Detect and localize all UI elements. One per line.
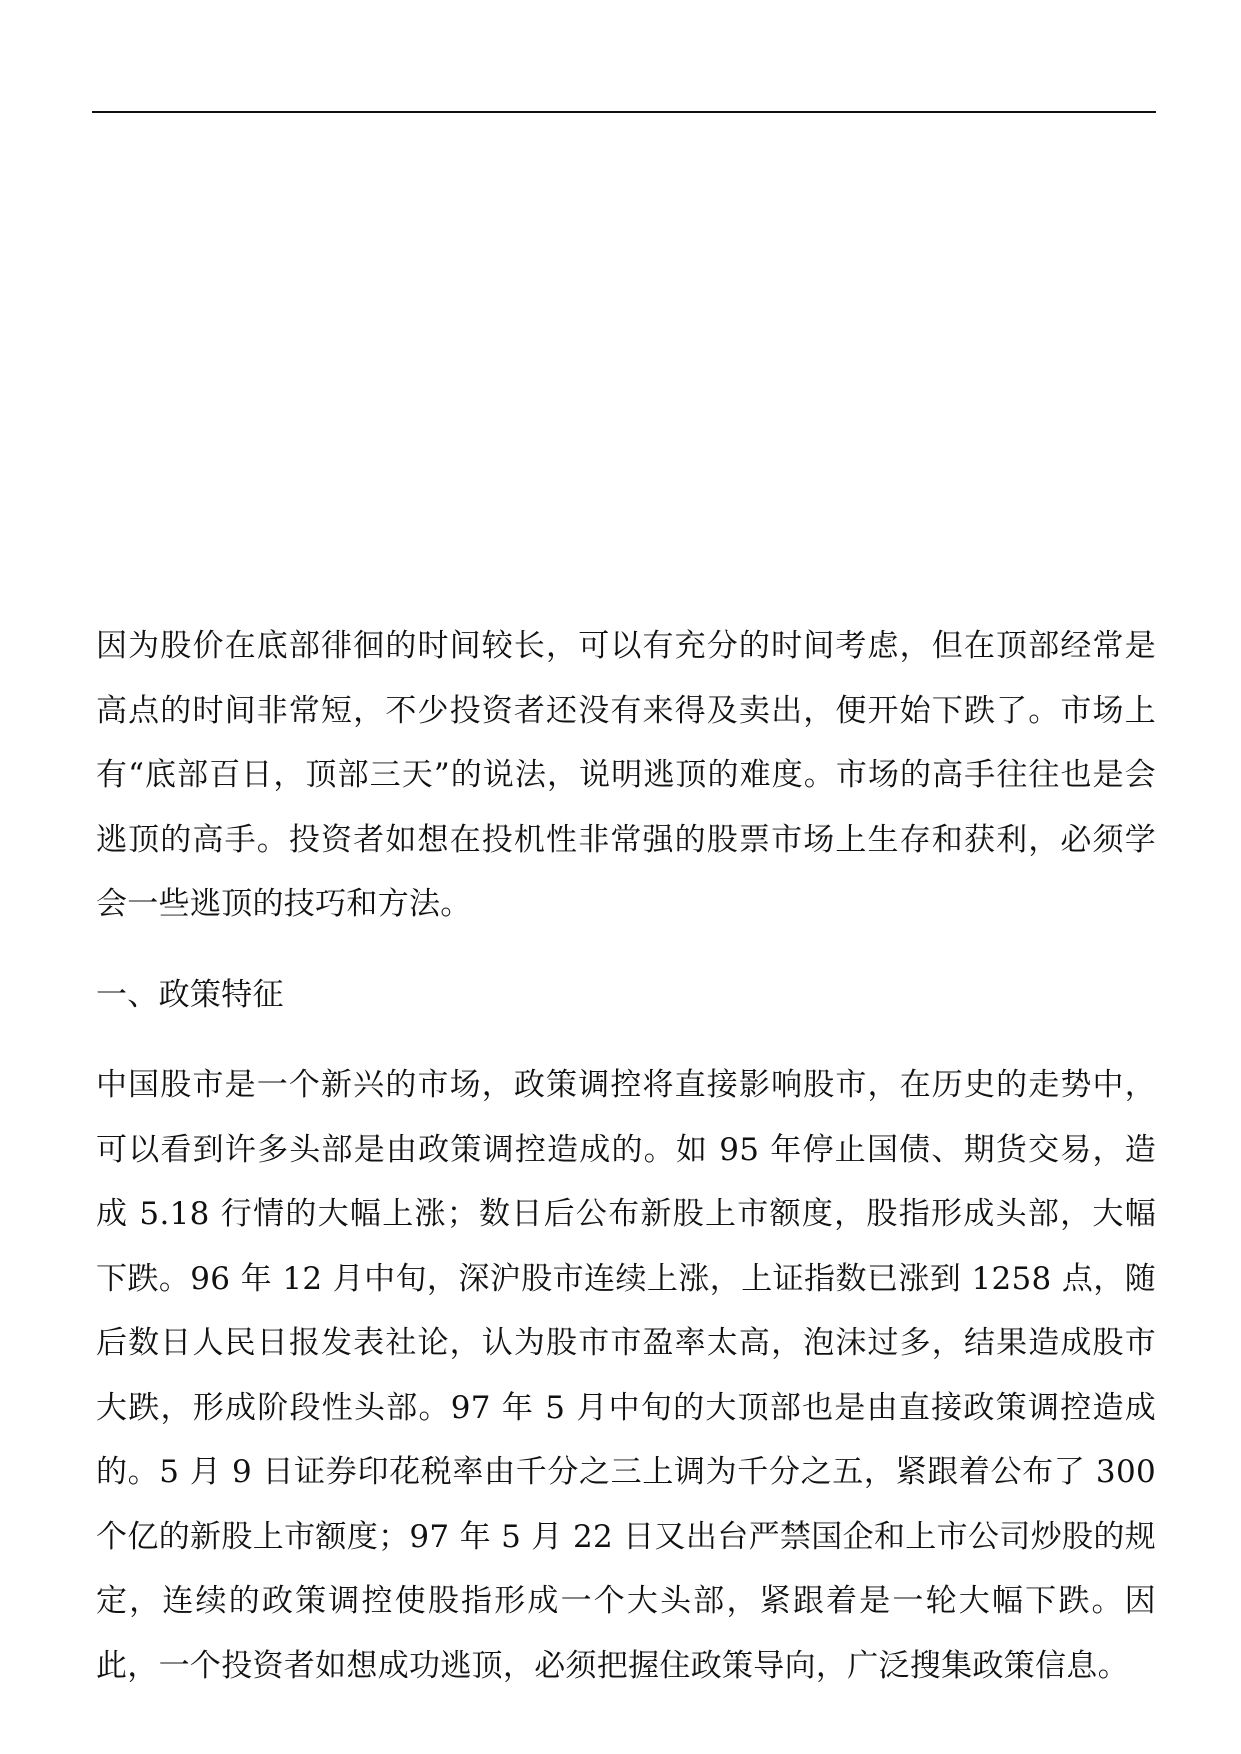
section-paragraph: 中国股市是一个新兴的市场，政策调控将直接影响股市，在历史的走势中，可以看到许多头部是由政策调控造成的。如 95 年停止国债、期货交易，造成 5.18 行情的大幅上涨；数日后公布新股上市额度，股指形成头部，大幅下跌。96 年 12 月中旬，深沪股市连续上涨，上证指数已涨到 1258 点，随后数日人民日报发表社论，认为股市市盈率太高，泡沫过多，结果造成股市大跌，形成阶段性头部。97 年 5 月中旬的大顶部也是由直接政策调控造成的。5 月 9 日证券印花税率由千分之三上调为千分之五，紧跟着公布了 300 个亿的新股上市额度；97 年 5 月 22 日又出台严禁国企和上市公司炒股的规定，连续的政策调控使股指形成一个大头部，紧跟着是一轮大幅下跌。因此，一个投资者如想成功逃顶，必须把握住政策导向，广泛搜集政策信息。 — [96, 1067, 1156, 1684]
document-body — [96, 614, 1156, 1698]
intro-paragraph: 因为股价在底部徘徊的时间较长，可以有充分的时间考虑，但在顶部经常是高点的时间非常短，不少投资者还没有来得及卖出，便开始下跌了。市场上有“底部百日，顶部三天”的说法，说明逃顶的难度。市场的高手往往也是会逃顶的高手。投资者如想在投机性非常强的股票市场上生存和获利，必须学会一些逃顶的技巧和方法。 — [96, 628, 1156, 922]
section-heading: 一、政策特征 — [96, 976, 284, 1013]
header-rule — [92, 111, 1156, 113]
